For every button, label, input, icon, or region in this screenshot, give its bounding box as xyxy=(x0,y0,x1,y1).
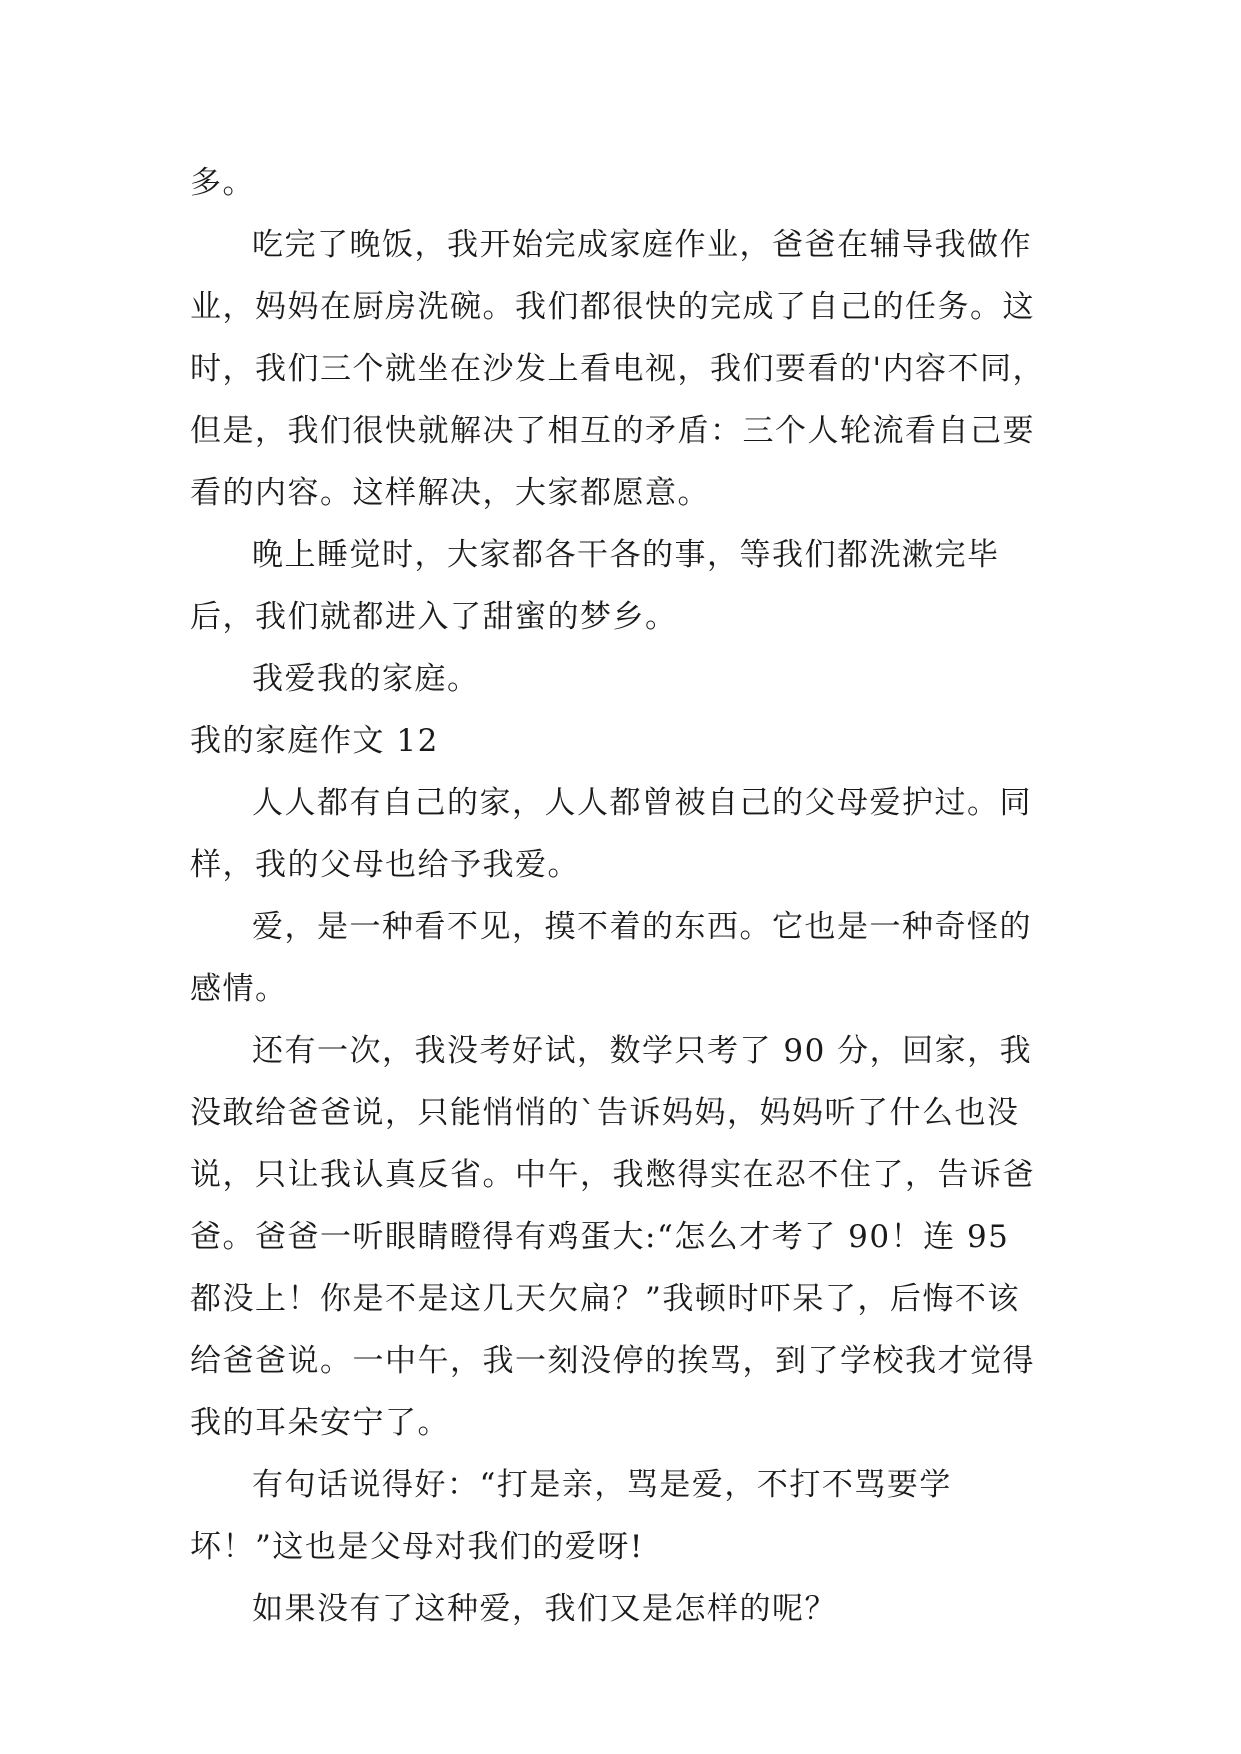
paragraph-closing-question: 如果没有了这种爱，我们又是怎样的呢？ xyxy=(252,1591,837,1627)
essay-body xyxy=(190,152,1052,1640)
paragraph-dinner: 吃完了晚饭，我开始完成家庭作业，爸爸在辅导我做作业，妈妈在厨房洗碗。我们都很快的完成了自己的任务。这时，我们三个就坐在沙发上看电视，我们要看的'内容不同，但是，我们很快就解决了相互的矛盾：三个人轮流看自己要看的内容。这样解决，大家都愿意。 xyxy=(190,227,1046,511)
paragraph-continuation: 多。 xyxy=(190,165,255,201)
essay-title: 我的家庭作文 12 xyxy=(190,723,439,759)
paragraph-love-definition: 爱，是一种看不见，摸不着的东西。它也是一种奇怪的感情。 xyxy=(190,909,1032,1007)
paragraph-love-family: 我爱我的家庭。 xyxy=(252,661,480,697)
paragraph-intro: 人人都有自己的家，人人都曾被自己的父母爱护过。同样，我的父母也给予我爱。 xyxy=(190,785,1032,883)
paragraph-exam-story: 还有一次，我没考好试，数学只考了 90 分，回家，我没敢给爸爸说，只能悄悄的`告诉妈妈，妈妈听了什么也没说，只让我认真反省。中午，我憋得实在忍不住了，告诉爸爸。爸爸一听眼睛瞪得有鸡蛋大:“怎么才考了 90！连 95 都没上！你是不是这几天欠扁？”我顿时吓呆了，后悔不该给爸爸说。一中午，我一刻没停的挨骂，到了学校我才觉得我的耳朵安宁了。 xyxy=(190,1033,1035,1441)
paragraph-saying: 有句话说得好：“打是亲，骂是爱，不打不骂要学坏！”这也是父母对我们的爱呀! xyxy=(190,1467,952,1565)
paragraph-bedtime: 晚上睡觉时，大家都各干各的事，等我们都洗漱完毕后，我们就都进入了甜蜜的梦乡。 xyxy=(190,537,1000,635)
